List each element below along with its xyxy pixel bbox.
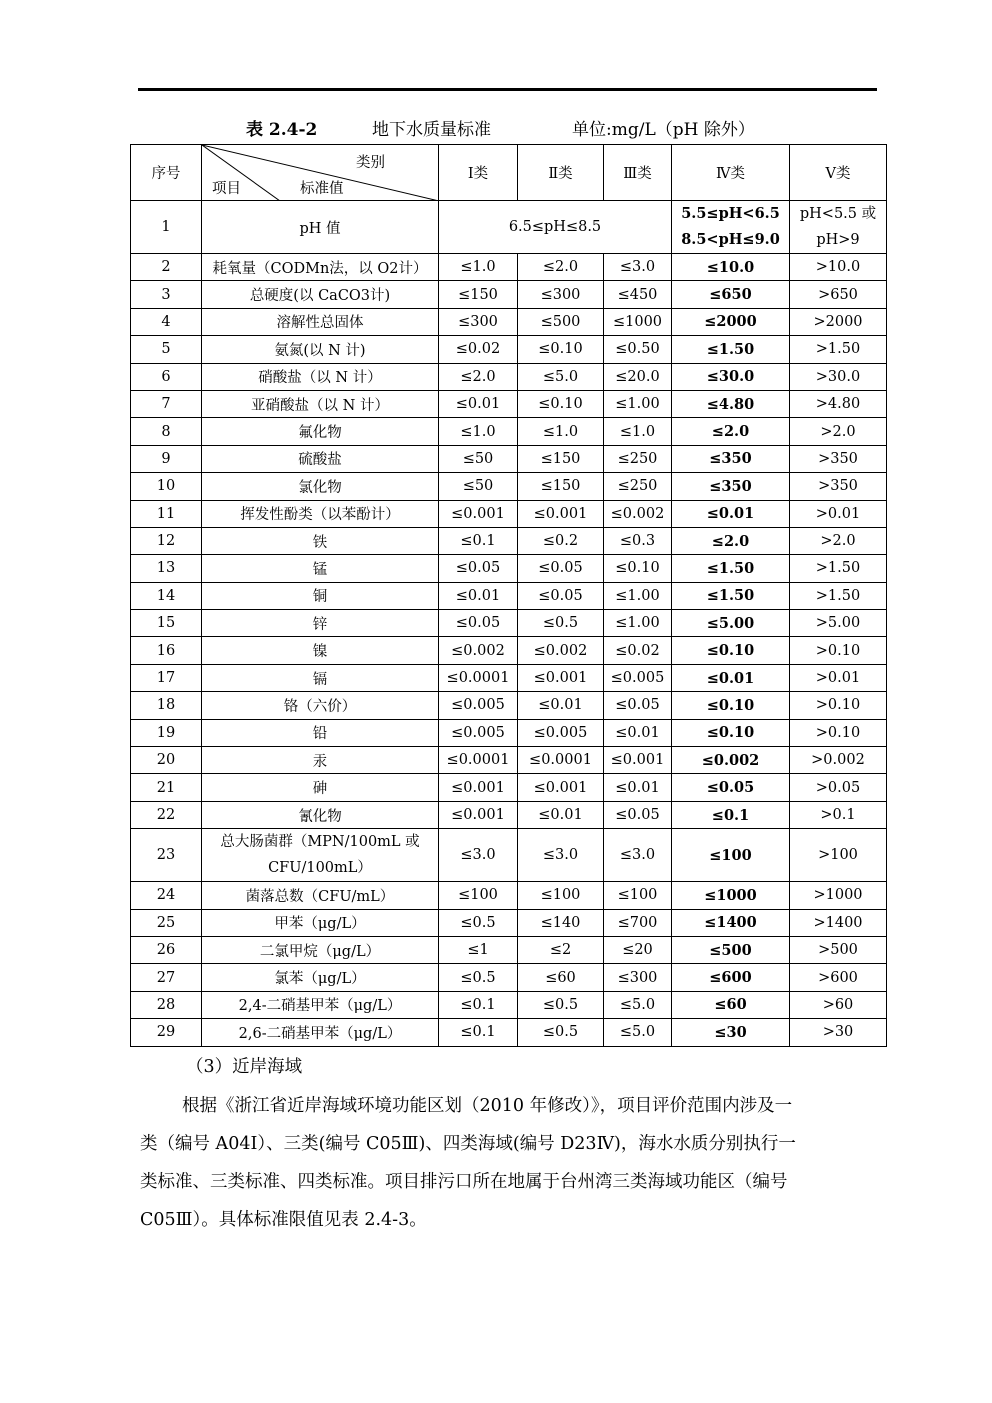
- row-item: 挥发性酚类（以苯酚计）: [202, 500, 439, 527]
- row-class4-value: [672, 201, 790, 254]
- row-item: 总硬度(以 CaCO3计): [202, 281, 439, 308]
- diag-label-standard: 标准值: [300, 181, 344, 197]
- row-class5-value: >30: [790, 1019, 887, 1046]
- row-class4-value: ≤1400: [672, 909, 790, 936]
- row-class4-value: ≤60: [672, 991, 790, 1018]
- row-number: 11: [131, 500, 202, 527]
- class4-line-2: 8.5<pH≤9.0: [681, 231, 780, 248]
- diag-label-category: 类别: [356, 155, 385, 171]
- row-class2-value: ≤140: [518, 909, 604, 936]
- row-class4-value: ≤30.0: [672, 363, 790, 390]
- row-class1-value: ≤0.5: [439, 964, 518, 991]
- row-class3-value: ≤1.0: [604, 418, 672, 445]
- row-class5-value: >2.0: [790, 527, 887, 554]
- table-row: [131, 747, 887, 774]
- row-class4-value: ≤2.0: [672, 527, 790, 554]
- row-class1-value: ≤0.05: [439, 610, 518, 637]
- row-class3-value: ≤1.00: [604, 582, 672, 609]
- row-class4-value: ≤0.10: [672, 719, 790, 746]
- table-number: 表 2.4-2: [246, 120, 318, 140]
- diag-label-item: 项目: [212, 181, 241, 197]
- table-row: [131, 390, 887, 417]
- header-class-1: Ⅰ类: [439, 145, 518, 201]
- row-item: 汞: [202, 747, 439, 774]
- row-class4-value: ≤1.50: [672, 336, 790, 363]
- row-number: 8: [131, 418, 202, 445]
- row-class3-value: ≤20.0: [604, 363, 672, 390]
- section-heading: （3）近岸海域: [186, 1057, 303, 1077]
- row-class5-value: >0.002: [790, 747, 887, 774]
- header-class-2: Ⅱ类: [518, 145, 604, 201]
- table-unit: 单位:mg/L（pH 除外）: [572, 120, 755, 140]
- row-class2-value: ≤3.0: [518, 829, 604, 882]
- table-row: [131, 692, 887, 719]
- row-number: 3: [131, 281, 202, 308]
- paragraph-line-1: 根据《浙江省近岸海域环境功能区划（2010 年修改）》，项目评价范围内涉及一: [182, 1096, 793, 1116]
- row-item: 亚硝酸盐（以 N 计）: [202, 390, 439, 417]
- table-row: [131, 936, 887, 963]
- row-class3-value: ≤0.002: [604, 500, 672, 527]
- row-class4-value: ≤1.50: [672, 582, 790, 609]
- row-class5-value: >1400: [790, 909, 887, 936]
- row-class1-value: ≤1.0: [439, 254, 518, 281]
- row-number: 4: [131, 308, 202, 335]
- row-class4-value: ≤0.002: [672, 747, 790, 774]
- row-class1-value: ≤0.01: [439, 582, 518, 609]
- row-class5-value: >1000: [790, 882, 887, 909]
- row-class2-value: ≤5.0: [518, 363, 604, 390]
- row-class3-value: ≤0.001: [604, 747, 672, 774]
- table-row: [131, 555, 887, 582]
- row-class3-value: ≤0.02: [604, 637, 672, 664]
- row-number: 18: [131, 692, 202, 719]
- row-class3-value: ≤100: [604, 882, 672, 909]
- row-class3-value: ≤700: [604, 909, 672, 936]
- row-number: 27: [131, 964, 202, 991]
- row-class2-value: ≤0.5: [518, 1019, 604, 1046]
- row-item: 耗氧量（CODMn法，以 O2计）: [202, 254, 439, 281]
- row-number: 21: [131, 774, 202, 801]
- row-item: 锌: [202, 610, 439, 637]
- table-row: [131, 254, 887, 281]
- row-item: 总大肠菌群（MPN/100mL 或 CFU/100mL）: [202, 829, 439, 882]
- row-class4-value: ≤10.0: [672, 254, 790, 281]
- row-class3-value: ≤1000: [604, 308, 672, 335]
- row-item: 镉: [202, 664, 439, 691]
- row-class2-value: ≤0.5: [518, 991, 604, 1018]
- row-class5-value: >0.01: [790, 664, 887, 691]
- table-row: [131, 610, 887, 637]
- table-row: [131, 719, 887, 746]
- row-number: 20: [131, 747, 202, 774]
- row-class5-value: >30.0: [790, 363, 887, 390]
- row-class1-value: ≤0.001: [439, 500, 518, 527]
- row-class2-value: ≤0.10: [518, 336, 604, 363]
- row-item: 氰化物: [202, 801, 439, 828]
- row-number: 17: [131, 664, 202, 691]
- row-class2-value: ≤100: [518, 882, 604, 909]
- row-class3-value: ≤0.05: [604, 801, 672, 828]
- row-class1-value: ≤0.001: [439, 801, 518, 828]
- row-class4-value: ≤2000: [672, 308, 790, 335]
- row-number: 15: [131, 610, 202, 637]
- row-class2-value: ≤0.5: [518, 610, 604, 637]
- table-row: [131, 964, 887, 991]
- row-class2-value: ≤0.01: [518, 692, 604, 719]
- row-class3-value: ≤450: [604, 281, 672, 308]
- row-number: 12: [131, 527, 202, 554]
- row-item: 氨氮(以 N 计): [202, 336, 439, 363]
- table-row: [131, 527, 887, 554]
- row-class3-value: ≤1.00: [604, 610, 672, 637]
- row-number: 13: [131, 555, 202, 582]
- table-row: [131, 637, 887, 664]
- row-item: 2,6-二硝基甲苯（μg/L）: [202, 1019, 439, 1046]
- row-class5-value: [790, 201, 887, 254]
- row-item: 镍: [202, 637, 439, 664]
- row-class5-value: >650: [790, 281, 887, 308]
- row-item: pH 值: [202, 201, 439, 254]
- row-class2-value: ≤0.001: [518, 774, 604, 801]
- row-class2-value: ≤0.2: [518, 527, 604, 554]
- table-row: [131, 473, 887, 500]
- row-number: 14: [131, 582, 202, 609]
- row-class3-value: ≤0.005: [604, 664, 672, 691]
- row-class2-value: ≤0.05: [518, 555, 604, 582]
- paragraph-line-4: C05Ⅲ）。具体标准限值见表 2.4-3。: [140, 1210, 427, 1230]
- row-item: 铜: [202, 582, 439, 609]
- row-number: 6: [131, 363, 202, 390]
- table-row: [131, 445, 887, 472]
- row-item: 氟化物: [202, 418, 439, 445]
- row-class1-value: ≤3.0: [439, 829, 518, 882]
- header-class-4: Ⅳ类: [672, 145, 790, 201]
- row-class3-value: ≤0.10: [604, 555, 672, 582]
- row-class2-value: ≤0.001: [518, 500, 604, 527]
- table-row: [131, 664, 887, 691]
- row-class2-value: ≤1.0: [518, 418, 604, 445]
- row-class1-value: ≤300: [439, 308, 518, 335]
- row-class1-value: ≤0.005: [439, 719, 518, 746]
- row-item: 溶解性总固体: [202, 308, 439, 335]
- row-number: 29: [131, 1019, 202, 1046]
- row-item: 铁: [202, 527, 439, 554]
- row-item: 菌落总数（CFU/mL）: [202, 882, 439, 909]
- row-class5-value: >350: [790, 473, 887, 500]
- row-class4-value: ≤30: [672, 1019, 790, 1046]
- row-item: 甲苯（μg/L）: [202, 909, 439, 936]
- table-row: [131, 991, 887, 1018]
- row-class3-value: ≤0.50: [604, 336, 672, 363]
- row-class1-value: ≤2.0: [439, 363, 518, 390]
- class5-line-1: pH<5.5 或: [799, 206, 877, 222]
- row-class5-value: >0.10: [790, 719, 887, 746]
- row-class2-value: ≤150: [518, 473, 604, 500]
- row-item: 砷: [202, 774, 439, 801]
- row-class2-value: ≤60: [518, 964, 604, 991]
- row-number: 9: [131, 445, 202, 472]
- row-class1-value: ≤0.0001: [439, 747, 518, 774]
- row-class2-value: ≤2: [518, 936, 604, 963]
- table-row: [131, 308, 887, 335]
- row-class1-value: ≤0.001: [439, 774, 518, 801]
- row-item: 2,4-二硝基甲苯（μg/L）: [202, 991, 439, 1018]
- row-class4-value: ≤350: [672, 445, 790, 472]
- row-class4-value: ≤0.10: [672, 692, 790, 719]
- row-class3-value: ≤20: [604, 936, 672, 963]
- row-number: 7: [131, 390, 202, 417]
- row-number: 26: [131, 936, 202, 963]
- row-number: 16: [131, 637, 202, 664]
- row-class5-value: >0.05: [790, 774, 887, 801]
- row-class4-value: ≤0.1: [672, 801, 790, 828]
- row-class4-value: ≤1.50: [672, 555, 790, 582]
- class4-line-1: 5.5≤pH<6.5: [681, 205, 780, 222]
- row-class2-value: ≤0.005: [518, 719, 604, 746]
- row-class1-value: ≤100: [439, 882, 518, 909]
- table-row: [131, 909, 887, 936]
- row-class2-value: ≤0.05: [518, 582, 604, 609]
- row-item: 氯化物: [202, 473, 439, 500]
- row-class5-value: >5.00: [790, 610, 887, 637]
- row-number: 1: [131, 201, 202, 254]
- row-class4-value: ≤1000: [672, 882, 790, 909]
- row-class3-value: ≤5.0: [604, 1019, 672, 1046]
- row-class1-value: ≤0.01: [439, 390, 518, 417]
- row-item: 硝酸盐（以 N 计）: [202, 363, 439, 390]
- row-class1-value: ≤50: [439, 445, 518, 472]
- row-class5-value: >1.50: [790, 555, 887, 582]
- row-number: 10: [131, 473, 202, 500]
- row-class2-value: ≤500: [518, 308, 604, 335]
- row-number: 19: [131, 719, 202, 746]
- row-class2-value: ≤150: [518, 445, 604, 472]
- table-row: [131, 500, 887, 527]
- table-row: [131, 336, 887, 363]
- row-class3-value: ≤0.05: [604, 692, 672, 719]
- row-class3-value: ≤5.0: [604, 991, 672, 1018]
- row-number: 23: [131, 829, 202, 882]
- paragraph-line-2: 类（编号 A04Ⅰ）、三类(编号 C05Ⅲ)、四类海域(编号 D23Ⅳ)，海水水质分别执行一: [140, 1134, 796, 1154]
- row-class1-value: ≤0.1: [439, 1019, 518, 1046]
- row-class4-value: ≤0.10: [672, 637, 790, 664]
- row-class3-value: ≤0.01: [604, 719, 672, 746]
- row-class4-value: ≤5.00: [672, 610, 790, 637]
- paragraph-line-3: 类标准、三类标准、四类标准。项目排污口所在地属于台州湾三类海域功能区（编号: [140, 1172, 788, 1192]
- table-row: [131, 363, 887, 390]
- row-class1-value: ≤1.0: [439, 418, 518, 445]
- row-class5-value: >350: [790, 445, 887, 472]
- table-row: [131, 418, 887, 445]
- table-title: 地下水质量标准: [372, 120, 491, 140]
- row-class1-value: ≤0.002: [439, 637, 518, 664]
- row-number: 25: [131, 909, 202, 936]
- row-class1-value: ≤0.1: [439, 991, 518, 1018]
- row-class1-value: ≤50: [439, 473, 518, 500]
- row-class2-value: ≤2.0: [518, 254, 604, 281]
- table-row: [131, 801, 887, 828]
- table-row: [131, 1019, 887, 1046]
- header-class-3: Ⅲ类: [604, 145, 672, 201]
- header-row: [131, 145, 887, 201]
- row-class2-value: ≤0.10: [518, 390, 604, 417]
- row-class3-value: ≤3.0: [604, 254, 672, 281]
- table-row: [131, 774, 887, 801]
- row-class5-value: >2000: [790, 308, 887, 335]
- row-class5-value: >1.50: [790, 582, 887, 609]
- row-number: 2: [131, 254, 202, 281]
- row-class3-value: ≤3.0: [604, 829, 672, 882]
- table-row: [131, 281, 887, 308]
- header-seq: 序号: [131, 145, 202, 201]
- class5-line-2: pH>9: [816, 232, 860, 248]
- row-class1-value: ≤150: [439, 281, 518, 308]
- row-class5-value: >0.01: [790, 500, 887, 527]
- row-class5-value: >1.50: [790, 336, 887, 363]
- row-class3-value: ≤300: [604, 964, 672, 991]
- table-row: [131, 882, 887, 909]
- row-class1-value: ≤0.05: [439, 555, 518, 582]
- table-row: [131, 201, 887, 254]
- table-row: [131, 829, 887, 882]
- row-class4-value: ≤0.05: [672, 774, 790, 801]
- row-class3-value: ≤0.01: [604, 774, 672, 801]
- row-class5-value: >60: [790, 991, 887, 1018]
- row-class5-value: >100: [790, 829, 887, 882]
- row-number: 22: [131, 801, 202, 828]
- row-class4-value: ≤4.80: [672, 390, 790, 417]
- row-item: 二氯甲烷（μg/L）: [202, 936, 439, 963]
- row-class5-value: >0.1: [790, 801, 887, 828]
- row-class1-value: ≤1: [439, 936, 518, 963]
- row-class1-value: ≤0.02: [439, 336, 518, 363]
- row-class4-value: ≤500: [672, 936, 790, 963]
- groundwater-standard-table: [130, 144, 887, 1047]
- row-item: 铬（六价）: [202, 692, 439, 719]
- row-item: 铅: [202, 719, 439, 746]
- row-class1-value: ≤0.1: [439, 527, 518, 554]
- row-class4-value: ≤2.0: [672, 418, 790, 445]
- row-class5-value: >500: [790, 936, 887, 963]
- header-diagonal-cell: [202, 145, 439, 201]
- row-class4-value: ≤0.01: [672, 500, 790, 527]
- row-class4-value: ≤350: [672, 473, 790, 500]
- page-top-rule: [138, 88, 877, 91]
- row-class2-value: ≤300: [518, 281, 604, 308]
- row-item: 硫酸盐: [202, 445, 439, 472]
- row-class1-value: ≤0.005: [439, 692, 518, 719]
- row-number: 24: [131, 882, 202, 909]
- row-item: 氯苯（μg/L）: [202, 964, 439, 991]
- row-class5-value: >10.0: [790, 254, 887, 281]
- row-class5-value: >2.0: [790, 418, 887, 445]
- row-class3-value: ≤250: [604, 473, 672, 500]
- row-class2-value: ≤0.001: [518, 664, 604, 691]
- row-number: 28: [131, 991, 202, 1018]
- row-item: 锰: [202, 555, 439, 582]
- row-class3-value: ≤1.00: [604, 390, 672, 417]
- row-class1-value: ≤0.5: [439, 909, 518, 936]
- row-class5-value: >0.10: [790, 692, 887, 719]
- row-class5-value: >0.10: [790, 637, 887, 664]
- row-class5-value: >4.80: [790, 390, 887, 417]
- row-merged-value: 6.5≤pH≤8.5: [439, 201, 672, 254]
- row-number: 5: [131, 336, 202, 363]
- row-class4-value: ≤0.01: [672, 664, 790, 691]
- row-class5-value: >600: [790, 964, 887, 991]
- row-class3-value: ≤250: [604, 445, 672, 472]
- header-class-5: Ⅴ类: [790, 145, 887, 201]
- row-class2-value: ≤0.01: [518, 801, 604, 828]
- row-class4-value: ≤650: [672, 281, 790, 308]
- row-class2-value: ≤0.002: [518, 637, 604, 664]
- table-row: [131, 582, 887, 609]
- row-class4-value: ≤100: [672, 829, 790, 882]
- row-class2-value: ≤0.0001: [518, 747, 604, 774]
- row-class3-value: ≤0.3: [604, 527, 672, 554]
- row-class1-value: ≤0.0001: [439, 664, 518, 691]
- row-class4-value: ≤600: [672, 964, 790, 991]
